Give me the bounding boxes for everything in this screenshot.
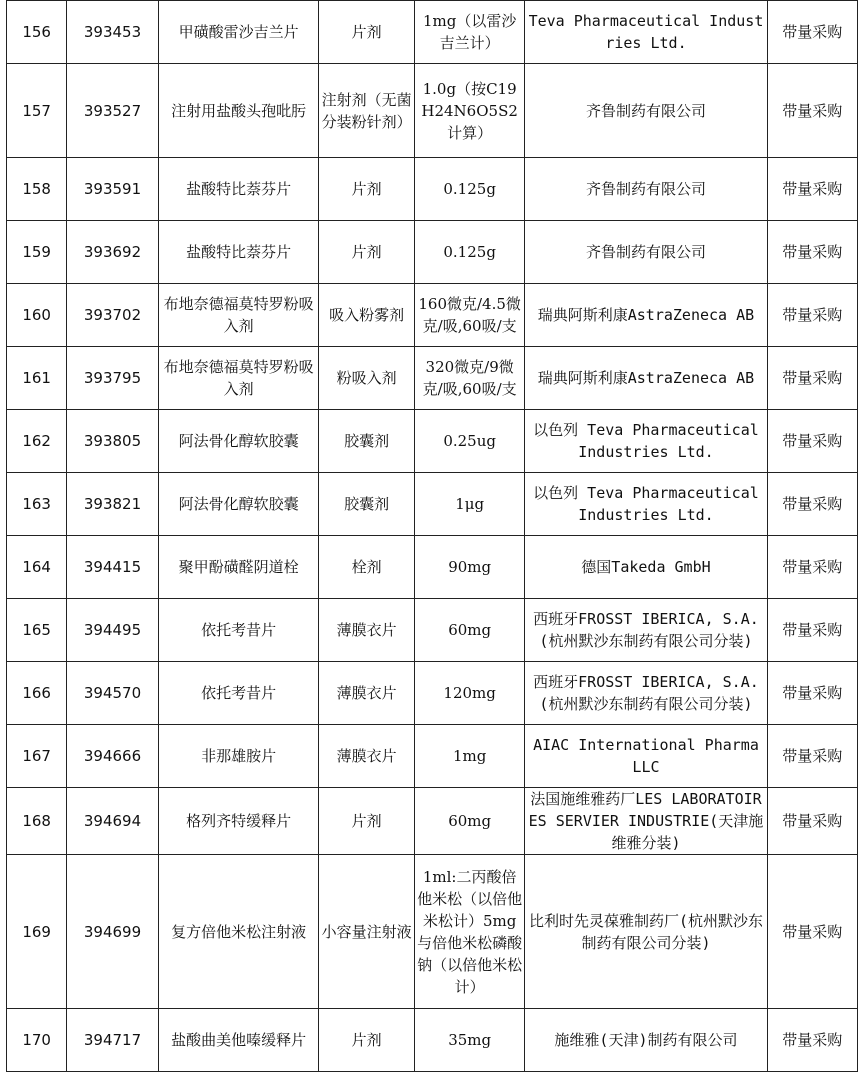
procurement-type: 带量采购 bbox=[767, 855, 857, 1009]
drug-name: 格列齐特缓释片 bbox=[158, 788, 319, 855]
drug-name: 盐酸特比萘芬片 bbox=[158, 158, 319, 221]
specification: 1ml:二丙酸倍他米松（以倍他米松计）5mg与倍他米松磷酸钠（以倍他米松计） bbox=[414, 855, 525, 1009]
procurement-type: 带量采购 bbox=[767, 536, 857, 599]
manufacturer: 齐鲁制药有限公司 bbox=[525, 64, 767, 158]
drug-name: 非那雄胺片 bbox=[158, 725, 319, 788]
table-row bbox=[7, 158, 858, 221]
drug-code: 393795 bbox=[67, 347, 158, 410]
table-row bbox=[7, 410, 858, 473]
manufacturer: Teva Pharmaceutical Industries Ltd. bbox=[525, 1, 767, 64]
procurement-type: 带量采购 bbox=[767, 662, 857, 725]
manufacturer: 西班牙FROSST IBERICA, S.A.(杭州默沙东制药有限公司分装) bbox=[525, 662, 767, 725]
table-row bbox=[7, 855, 858, 1009]
specification: 120mg bbox=[414, 662, 525, 725]
table-row bbox=[7, 284, 858, 347]
drug-code: 394717 bbox=[67, 1009, 158, 1072]
table-row bbox=[7, 599, 858, 662]
specification: 160微克/4.5微克/吸,60吸/支 bbox=[414, 284, 525, 347]
procurement-type: 带量采购 bbox=[767, 410, 857, 473]
drug-name: 注射用盐酸头孢吡肟 bbox=[158, 64, 319, 158]
row-number: 168 bbox=[7, 788, 67, 855]
manufacturer: AIAC International Pharma LLC bbox=[525, 725, 767, 788]
drug-code: 393821 bbox=[67, 473, 158, 536]
table-row bbox=[7, 725, 858, 788]
table-row bbox=[7, 473, 858, 536]
table-row bbox=[7, 221, 858, 284]
row-number: 164 bbox=[7, 536, 67, 599]
drug-name: 布地奈德福莫特罗粉吸入剂 bbox=[158, 284, 319, 347]
manufacturer: 齐鲁制药有限公司 bbox=[525, 158, 767, 221]
specification: 0.25ug bbox=[414, 410, 525, 473]
row-number: 158 bbox=[7, 158, 67, 221]
dosage-form: 注射剂（无菌分装粉针剂） bbox=[319, 64, 414, 158]
dosage-form: 薄膜衣片 bbox=[319, 662, 414, 725]
drug-name: 聚甲酚磺醛阴道栓 bbox=[158, 536, 319, 599]
procurement-type: 带量采购 bbox=[767, 473, 857, 536]
procurement-type: 带量采购 bbox=[767, 788, 857, 855]
row-number: 159 bbox=[7, 221, 67, 284]
drug-code: 393591 bbox=[67, 158, 158, 221]
procurement-type: 带量采购 bbox=[767, 1009, 857, 1072]
specification: 1mg bbox=[414, 725, 525, 788]
specification: 60mg bbox=[414, 788, 525, 855]
dosage-form: 小容量注射液 bbox=[319, 855, 414, 1009]
row-number: 169 bbox=[7, 855, 67, 1009]
row-number: 160 bbox=[7, 284, 67, 347]
row-number: 157 bbox=[7, 64, 67, 158]
table-row bbox=[7, 788, 858, 855]
specification: 1.0g（按C19H24N6O5S2计算） bbox=[414, 64, 525, 158]
table-row bbox=[7, 347, 858, 410]
drug-code: 393692 bbox=[67, 221, 158, 284]
dosage-form: 吸入粉雾剂 bbox=[319, 284, 414, 347]
drug-name: 布地奈德福莫特罗粉吸入剂 bbox=[158, 347, 319, 410]
drug-name: 复方倍他米松注射液 bbox=[158, 855, 319, 1009]
procurement-type: 带量采购 bbox=[767, 347, 857, 410]
dosage-form: 粉吸入剂 bbox=[319, 347, 414, 410]
row-number: 165 bbox=[7, 599, 67, 662]
dosage-form: 片剂 bbox=[319, 221, 414, 284]
specification: 0.125g bbox=[414, 158, 525, 221]
manufacturer: 齐鲁制药有限公司 bbox=[525, 221, 767, 284]
manufacturer: 比利时先灵葆雅制药厂(杭州默沙东制药有限公司分装) bbox=[525, 855, 767, 1009]
table-row bbox=[7, 1009, 858, 1072]
dosage-form: 胶囊剂 bbox=[319, 473, 414, 536]
manufacturer: 瑞典阿斯利康AstraZeneca AB bbox=[525, 284, 767, 347]
dosage-form: 薄膜衣片 bbox=[319, 725, 414, 788]
row-number: 167 bbox=[7, 725, 67, 788]
drug-code: 394495 bbox=[67, 599, 158, 662]
drug-code: 394666 bbox=[67, 725, 158, 788]
manufacturer: 法国施维雅药厂LES LABORATOIRES SERVIER INDUSTRIE(天津施维雅分装) bbox=[525, 788, 767, 855]
procurement-type: 带量采购 bbox=[767, 1, 857, 64]
drug-name: 阿法骨化醇软胶囊 bbox=[158, 410, 319, 473]
table-row bbox=[7, 536, 858, 599]
dosage-form: 片剂 bbox=[319, 788, 414, 855]
procurement-type: 带量采购 bbox=[767, 158, 857, 221]
drug-code: 394694 bbox=[67, 788, 158, 855]
specification: 320微克/9微克/吸,60吸/支 bbox=[414, 347, 525, 410]
specification: 1μg bbox=[414, 473, 525, 536]
drug-code: 393805 bbox=[67, 410, 158, 473]
procurement-type: 带量采购 bbox=[767, 599, 857, 662]
drug-code: 393527 bbox=[67, 64, 158, 158]
specification: 0.125g bbox=[414, 221, 525, 284]
manufacturer: 德国Takeda GmbH bbox=[525, 536, 767, 599]
drug-code: 393453 bbox=[67, 1, 158, 64]
table-row bbox=[7, 1, 858, 64]
drug-procurement-table bbox=[6, 0, 858, 1072]
row-number: 156 bbox=[7, 1, 67, 64]
drug-name: 阿法骨化醇软胶囊 bbox=[158, 473, 319, 536]
table-row bbox=[7, 662, 858, 725]
dosage-form: 片剂 bbox=[319, 158, 414, 221]
dosage-form: 片剂 bbox=[319, 1, 414, 64]
row-number: 162 bbox=[7, 410, 67, 473]
drug-name: 依托考昔片 bbox=[158, 599, 319, 662]
drug-name: 甲磺酸雷沙吉兰片 bbox=[158, 1, 319, 64]
manufacturer: 以色列 Teva Pharmaceutical Industries Ltd. bbox=[525, 473, 767, 536]
row-number: 163 bbox=[7, 473, 67, 536]
manufacturer: 施维雅(天津)制药有限公司 bbox=[525, 1009, 767, 1072]
drug-name: 依托考昔片 bbox=[158, 662, 319, 725]
row-number: 170 bbox=[7, 1009, 67, 1072]
specification: 35mg bbox=[414, 1009, 525, 1072]
drug-code: 394570 bbox=[67, 662, 158, 725]
procurement-type: 带量采购 bbox=[767, 725, 857, 788]
row-number: 166 bbox=[7, 662, 67, 725]
dosage-form: 薄膜衣片 bbox=[319, 599, 414, 662]
row-number: 161 bbox=[7, 347, 67, 410]
drug-code: 394699 bbox=[67, 855, 158, 1009]
manufacturer: 西班牙FROSST IBERICA, S.A.(杭州默沙东制药有限公司分装) bbox=[525, 599, 767, 662]
drug-name: 盐酸曲美他嗪缓释片 bbox=[158, 1009, 319, 1072]
manufacturer: 瑞典阿斯利康AstraZeneca AB bbox=[525, 347, 767, 410]
procurement-type: 带量采购 bbox=[767, 64, 857, 158]
procurement-type: 带量采购 bbox=[767, 221, 857, 284]
drug-code: 393702 bbox=[67, 284, 158, 347]
drug-code: 394415 bbox=[67, 536, 158, 599]
specification: 90mg bbox=[414, 536, 525, 599]
dosage-form: 栓剂 bbox=[319, 536, 414, 599]
specification: 60mg bbox=[414, 599, 525, 662]
drug-name: 盐酸特比萘芬片 bbox=[158, 221, 319, 284]
manufacturer: 以色列 Teva Pharmaceutical Industries Ltd. bbox=[525, 410, 767, 473]
specification: 1mg（以雷沙吉兰计） bbox=[414, 1, 525, 64]
dosage-form: 胶囊剂 bbox=[319, 410, 414, 473]
table-row bbox=[7, 64, 858, 158]
procurement-type: 带量采购 bbox=[767, 284, 857, 347]
dosage-form: 片剂 bbox=[319, 1009, 414, 1072]
